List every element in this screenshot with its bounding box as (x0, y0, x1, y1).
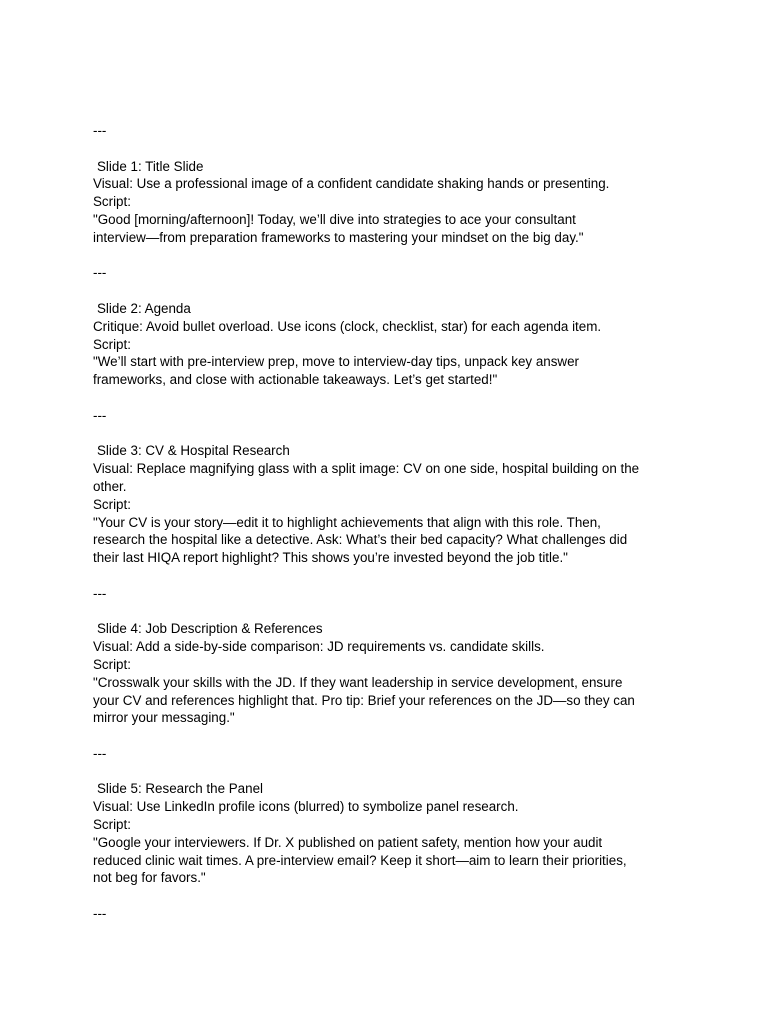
separator: --- (93, 407, 107, 423)
script-text-line: "Good [morning/afternoon]! Today, we’ll dive into strategies to ace your consultant (93, 211, 576, 227)
script-text-line: not beg for favors." (93, 870, 206, 886)
script-text-line: research the hospital like a detective. Ask: What’s their bed capacity? What challenges did (93, 532, 628, 548)
slide-title: Slide 2: Agenda (97, 300, 191, 316)
slide-title: Slide 5: Research the Panel (97, 781, 263, 797)
script-text-line: "Crosswalk your skills with the JD. If they want leadership in service development, ensure (93, 674, 623, 690)
blank-line (93, 247, 693, 265)
script-text-line: "Google your interviewers. If Dr. X published on patient safety, mention how your audit (93, 834, 603, 850)
separator: --- (93, 123, 107, 138)
script-text-line: "We’ll start with pre-interview prep, move to interview-day tips, unpack key answer (93, 354, 580, 370)
slide-visual-note: Visual: Use LinkedIn profile icons (blurred) to symbolize panel research. (93, 799, 519, 815)
blank-line (93, 727, 693, 745)
document-page (93, 122, 693, 923)
script-text-line: interview—from preparation frameworks to mastering your mindset on the big day." (93, 229, 584, 245)
separator: --- (93, 906, 107, 922)
separator: --- (93, 585, 107, 601)
separator: --- (93, 745, 107, 761)
script-text-line: mirror your messaging." (93, 710, 235, 726)
slide-visual-note: Visual: Add a side-by-side comparison: JD requirements vs. candidate skills. (93, 639, 545, 655)
script-text-line: your CV and references highlight that. Pro tip: Brief your references on the JD—so they can (93, 692, 635, 708)
blank-line (93, 603, 693, 621)
slide-title: Slide 1: Title Slide (97, 158, 204, 174)
blank-line (93, 763, 693, 781)
script-label: Script: (93, 656, 131, 672)
blank-line (93, 282, 693, 300)
slide-title: Slide 4: Job Description & References (97, 621, 323, 637)
script-label: Script: (93, 496, 131, 512)
script-label: Script: (93, 817, 131, 833)
blank-line (93, 567, 693, 585)
blank-line (93, 425, 693, 443)
slide-visual-note: other. (93, 478, 127, 494)
script-text-line: reduced clinic wait times. A pre-interview email? Keep it short—aim to learn their priorities, (93, 852, 627, 868)
slide-title: Slide 3: CV & Hospital Research (97, 443, 290, 459)
blank-line (93, 887, 693, 905)
script-label: Script: (93, 336, 131, 352)
separator: --- (93, 265, 107, 281)
script-text-line: their last HIQA report highlight? This shows you’re invested beyond the job title." (93, 550, 568, 566)
blank-line (93, 140, 693, 158)
script-text-line: frameworks, and close with actionable takeaways. Let’s get started!" (93, 372, 498, 388)
blank-line (93, 389, 693, 407)
slide-visual-note: Visual: Replace magnifying glass with a split image: CV on one side, hospital building on the (93, 461, 640, 477)
script-text-line: "Your CV is your story—edit it to highlight achievements that align with this role. Then, (93, 514, 601, 530)
slide-critique-note: Critique: Avoid bullet overload. Use icons (clock, checklist, star) for each agenda item. (93, 318, 602, 334)
script-label: Script: (93, 194, 131, 210)
slide-visual-note: Visual: Use a professional image of a confident candidate shaking hands or presenting. (93, 176, 610, 192)
